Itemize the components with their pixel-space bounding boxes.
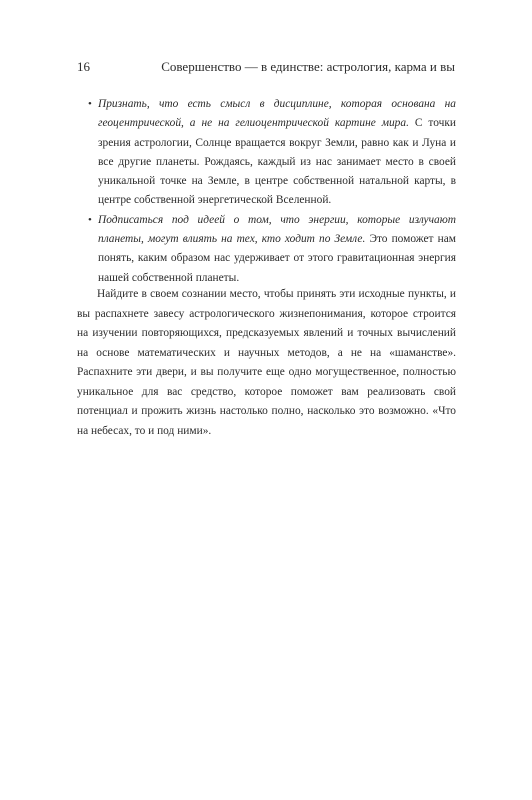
- bullet-list: [88, 95, 456, 288]
- bullet-item: [88, 95, 456, 211]
- body-paragraph: Найдите в своем сознании место, чтобы принять эти исходные пункты, и вы распахнете завесу астрологического жизнепонимания, которое строится на изучении повторяющихся, предсказуемых явлений и точных вычислений на основе математических и научных методов, а не на «шаманстве». Распахните эти двери, и вы получите еще одно могущественное, полностью уникальное для вас средство, которое поможет вам реализовать свой потенциал и прожить жизнь настолько полно, насколько это возможно. «Что на небесах, то и под ними».: [77, 288, 456, 437]
- bullet-emphasis: Признать, что есть смысл в дисциплине, которая основана на геоцентрической, а не на гелиоцентрической картине мира.: [98, 98, 456, 130]
- bullet-body: Это поможет нам понять, каким образом нас удерживает от этого гравитационная энергия нашей собственной планеты.: [98, 233, 456, 284]
- running-title: Совершенство — в единстве: астрология, карма и вы: [161, 59, 455, 74]
- bullet-text: [98, 98, 456, 206]
- bullet-item: [88, 211, 456, 288]
- page-header: [77, 56, 455, 78]
- bullet-marker: •: [88, 98, 92, 110]
- page-number: 16: [77, 59, 90, 74]
- bullet-marker: •: [88, 213, 92, 226]
- bullet-body: С точки зрения астрологии, Солнце вращается вокруг Земли, равно как и Луна и все другие планеты. Рождаясь, каждый из нас занимает место в своей уникальной точке на Земле, в центре собственной натальной карты, в центре собственной энергетической Вселенной.: [98, 117, 456, 207]
- bullet-text: [98, 214, 456, 284]
- bullet-emphasis: Подписаться под идеей о том, что энергии, которые излучают планеты, могут влиять на тех, кто ходит по Земле.: [98, 213, 456, 246]
